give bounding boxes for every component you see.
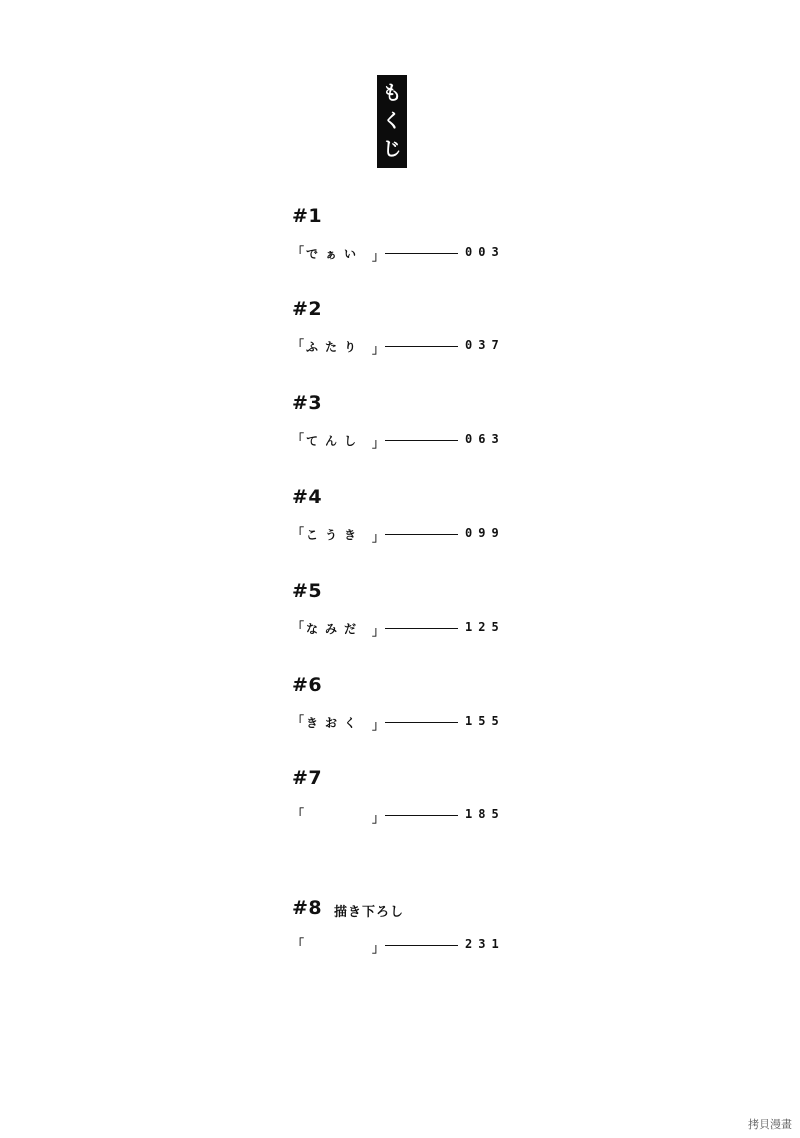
chapter-number: #1 [292, 205, 323, 227]
chapter-line [292, 245, 507, 261]
chapter-number: #6 [292, 674, 323, 696]
page-number: 063 [465, 432, 505, 446]
page-number: 099 [465, 526, 505, 540]
bracket-open: 「 [292, 526, 305, 540]
leader-rule [385, 440, 458, 441]
chapter-number: #7 [292, 767, 323, 789]
leader-rule [385, 722, 458, 723]
bracket-open: 「 [292, 807, 305, 821]
chapter-title: てんし [306, 434, 364, 448]
bracket-close: 」 [372, 342, 385, 356]
bracket-open: 「 [292, 937, 305, 951]
bracket-close: 」 [372, 718, 385, 732]
page-number: 185 [465, 807, 505, 821]
bracket-close: 」 [372, 530, 385, 544]
bracket-open: 「 [292, 338, 305, 352]
chapter-line [292, 714, 507, 730]
toc-title-char-1: も [382, 81, 402, 104]
bracket-open: 「 [292, 714, 305, 728]
chapter-title: きおく [306, 716, 364, 730]
chapter-line [292, 432, 507, 448]
bracket-close: 」 [372, 249, 385, 263]
page-number: 125 [465, 620, 505, 634]
bonus-label: 描き下ろし [334, 905, 405, 920]
chapter-number: #2 [292, 298, 323, 320]
leader-rule [385, 628, 458, 629]
page-number: 231 [465, 937, 505, 951]
watermark: 拷貝漫畫 [748, 1118, 792, 1131]
chapter-title: でぁい [306, 247, 364, 261]
chapter-number: #4 [292, 486, 323, 508]
bracket-open: 「 [292, 432, 305, 446]
chapter-number: #8 [292, 897, 323, 919]
bracket-close: 」 [372, 436, 385, 450]
chapter-line [292, 937, 507, 953]
page-number: 155 [465, 714, 505, 728]
bracket-close: 」 [372, 941, 385, 955]
chapter-title: ふたり [306, 340, 364, 354]
chapter-line [292, 807, 507, 823]
toc-title-char-3: じ [382, 138, 402, 161]
bracket-close: 」 [372, 624, 385, 638]
chapter-title: こうき [306, 528, 364, 542]
chapter-title: なみだ [306, 622, 364, 636]
page-number: 003 [465, 245, 505, 259]
chapter-line [292, 526, 507, 542]
bracket-open: 「 [292, 620, 305, 634]
chapter-number: #5 [292, 580, 323, 602]
leader-rule [385, 815, 458, 816]
toc-title [377, 75, 407, 168]
leader-rule [385, 534, 458, 535]
chapter-number: #3 [292, 392, 323, 414]
leader-rule [385, 945, 458, 946]
toc-title-char-2: く [382, 109, 402, 132]
bracket-close: 」 [372, 811, 385, 825]
leader-rule [385, 346, 458, 347]
chapter-line [292, 620, 507, 636]
bracket-open: 「 [292, 245, 305, 259]
page-number: 037 [465, 338, 505, 352]
chapter-line [292, 338, 507, 354]
leader-rule [385, 253, 458, 254]
